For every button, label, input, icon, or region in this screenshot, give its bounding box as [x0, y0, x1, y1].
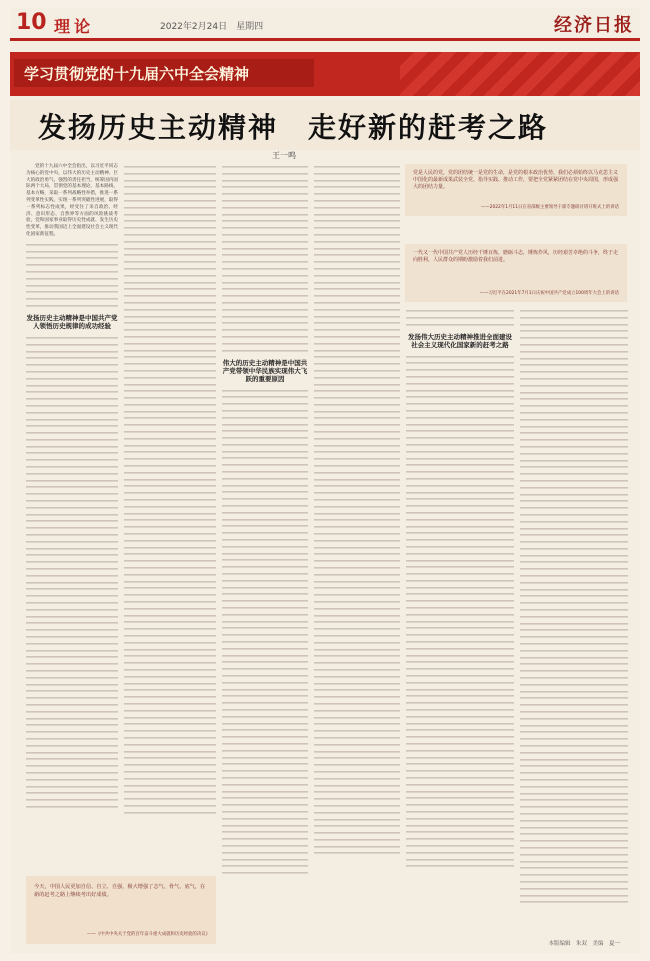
- article-title: 发扬历史主动精神 走好新的赶考之路: [38, 111, 549, 144]
- pull-quote-text: 党是人民的党，党的团结统一是党的生命，是党的根本政治优势，我们必须始终以马克思主义中国化的最新成果武装全党、指导实践、推动工作，要把全党紧紧团结在党中央周围，形成强大的团结力量。: [413, 170, 619, 190]
- newspaper-page: [10, 8, 640, 953]
- column-filler: [406, 308, 514, 327]
- newspaper-logo: 经济日报: [554, 15, 634, 36]
- column-2: [124, 164, 216, 817]
- pull-quote-3: [26, 876, 216, 944]
- banner-decoration: [400, 52, 640, 96]
- pull-quote-2: [405, 244, 627, 302]
- column-filler: [406, 354, 514, 869]
- column-3: [222, 164, 308, 877]
- pull-quote-1: [405, 164, 627, 216]
- issue-date: 2022年2月24日 星期四: [160, 22, 264, 32]
- column-filler: [222, 388, 308, 876]
- page-number: 10: [16, 10, 47, 35]
- subhead-2: 伟大的历史主动精神是中国共产党带领中华民族实现伟大飞跃的重要原因: [222, 358, 308, 383]
- column-filler: [222, 164, 308, 353]
- pull-quote-text: 今天，中国人民更加自信、自立、自强，极大增强了志气、骨气、底气，在新的赶考之路上继续考出好成绩。: [34, 884, 206, 898]
- pull-quote-source: ——习近平在2021年7月1日庆祝中国共产党成立100周年大会上的讲话: [479, 291, 619, 296]
- headline-block: [10, 100, 640, 150]
- column-filler: [520, 308, 628, 904]
- pull-quote-text: 一代又一代中国共产党人历经千锤百炼，磨砺斗志，锤炼作风，历经艰苦卓绝的斗争，终于走向胜利，人民群众的期盼激励着我们前进。: [413, 250, 619, 263]
- masthead: [10, 8, 640, 41]
- column-filler: [26, 335, 118, 809]
- subhead-1: 发扬历史主动精神是中国共产党人领悟历史规律的成功经验: [26, 313, 118, 330]
- page-credits: 本版编辑 朱双 美编 夏一: [548, 941, 620, 947]
- section-title: 理论: [54, 17, 95, 36]
- column-filler: [124, 164, 216, 815]
- banner-label: 学习贯彻党的十九届六中全会精神: [24, 65, 250, 83]
- column-filler: [314, 164, 400, 855]
- column-4: [314, 164, 400, 857]
- intro-paragraph: 党的十九届六中全会指出，以习近平同志为核心的党中央，以伟大的历史主动精神、巨大的政治勇气、强烈的责任担当，统筹国内国际两个大局，贯彻党的基本理论、基本路线、基本方略，采取一系列战略性举措，推进一系列变革性实践，实现一系列突破性进展，取得一系列标志性成果，经受住了来自政治、经济、意识形态、自然界等方面的风险挑战考验，党和国家事业取得历史性成就、发生历史性变革，推动我国迈上全面建设社会主义现代化国家新征程。: [26, 164, 118, 237]
- pull-quote-source: ——《中共中央关于党的百年奋斗重大成就和历史经验的决议》: [87, 932, 210, 937]
- column-6: [520, 308, 628, 906]
- topic-banner: [10, 52, 640, 96]
- article-byline: 王一鸣: [272, 151, 296, 160]
- pull-quote-source: ——2022年1月11日在省部级主要领导干部专题研讨班开班式上的讲话: [480, 205, 619, 210]
- column-1: [26, 164, 118, 811]
- column-5: [406, 308, 514, 870]
- column-filler: [26, 242, 118, 308]
- subhead-3: 发扬伟大历史主动精神推进全面建设社会主义现代化国家新的赶考之路: [408, 332, 512, 349]
